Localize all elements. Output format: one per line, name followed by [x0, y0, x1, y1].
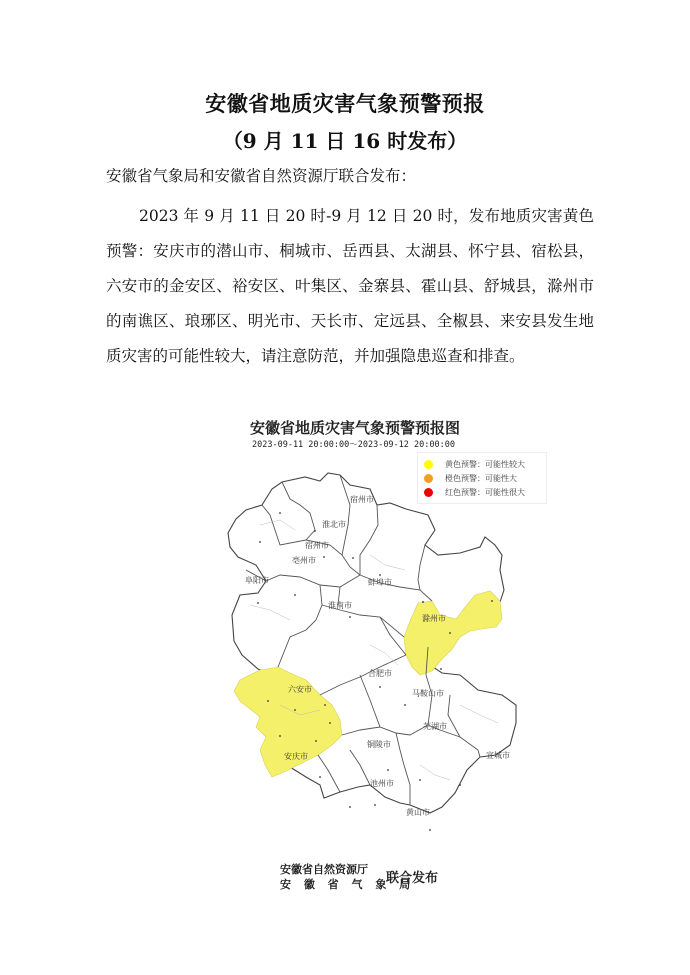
issuer-intro: 安徽省气象局和安徽省自然资源厅联合发布：	[106, 167, 417, 185]
city-label-anqing: 安庆市	[284, 752, 308, 761]
legend-label: 红色预警：可能性很大	[445, 487, 525, 497]
org-meteorological: 安 徽 省 气 象 局	[280, 878, 415, 891]
city-label-wuhu: 芜湖市	[423, 722, 447, 731]
orange-dot-icon	[424, 474, 433, 483]
city-label-hefei: 合肥市	[368, 669, 392, 678]
legend-label: 橙色预警：可能性大	[445, 473, 517, 483]
warning-map	[220, 405, 550, 885]
map-time-range: 2023-09-11 20:00:00～2023-09-12 20:00:00	[252, 440, 455, 450]
city-label-tongling: 铜陵市	[367, 740, 391, 749]
city-label-fuyang: 阜阳市	[245, 576, 269, 585]
legend-item-red	[424, 486, 525, 498]
city-label-suzhou: 宿州市	[305, 541, 329, 550]
warning-body: 2023 年 9 月 11 日 20 时-9 月 12 日 20 时，发布地质灾害黄色预警：安庆市的潜山市、桐城市、岳西县、太湖县、怀宁县、宿松县，六安市的金安区、裕安区、叶集区、金寨县、霍山县、舒城县，滁州市的南谯区、琅琊区、明光市、天长市、定远县、全椒县、来安县发生地质灾害的可能性较大，请注意防范，并加强隐患巡查和排查。	[106, 207, 594, 365]
yellow-dot-icon	[424, 460, 433, 469]
city-label-huangshan: 黄山市	[406, 808, 430, 817]
city-label-huainan: 淮南市	[328, 601, 352, 610]
legend-item-orange	[424, 472, 517, 484]
city-label-huaibei: 淮北市	[322, 520, 346, 529]
red-dot-icon	[424, 488, 433, 497]
city-label-bozhou: 亳州市	[292, 556, 316, 565]
city-label-chuzhou: 滁州市	[422, 614, 446, 623]
document-title: 安徽省地质灾害气象预警预报	[205, 91, 485, 116]
joint-release-label: 联合发布	[386, 871, 439, 886]
city-label-maanshan: 马鞍山市	[412, 689, 444, 698]
map-legend	[417, 452, 547, 504]
org-natural-resources: 安徽省自然资源厅	[280, 863, 368, 876]
legend-label: 黄色预警：可能性较大	[445, 459, 525, 469]
legend-item-yellow	[424, 458, 525, 470]
map-title: 安徽省地质灾害气象预警预报图	[250, 419, 461, 437]
city-label-chizhou: 池州市	[370, 779, 394, 788]
document-subtitle: （9 月 11 日 16 时发布）	[222, 129, 468, 153]
city-label-luan: 六安市	[288, 685, 312, 694]
city-label-bengbu: 蚌埠市	[368, 578, 392, 587]
city-label-xuancheng: 宣城市	[486, 751, 510, 760]
city-label-suzhou-north: 宿州市	[350, 495, 374, 504]
